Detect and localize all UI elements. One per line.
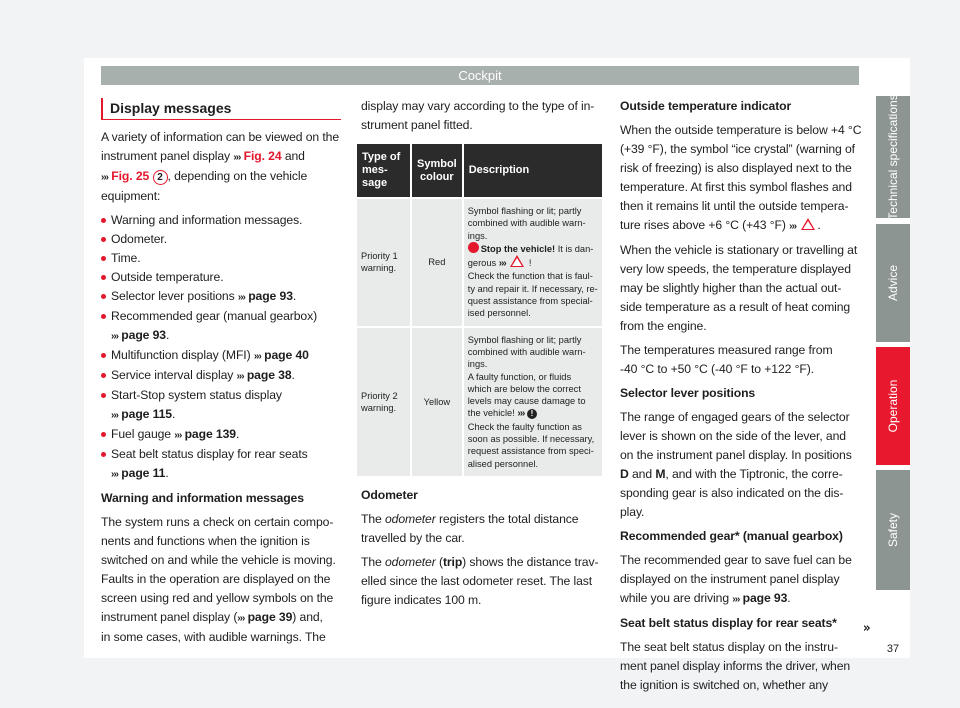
paragraph	[361, 97, 606, 135]
cell-description	[464, 199, 602, 326]
text-line: screen using red and yellow symbols on the	[101, 591, 334, 605]
list-item	[101, 346, 346, 366]
text-line: The temperatures measured range from	[620, 343, 833, 357]
text-line: Stop the vehicle! It is dan-	[468, 242, 598, 255]
tab-advice[interactable]	[876, 224, 910, 342]
paragraph	[620, 408, 865, 522]
cell-text: warning.	[361, 263, 397, 274]
reference-arrows-icon: ›››	[237, 613, 245, 624]
bullet-icon	[101, 393, 106, 398]
text-line: Selector lever positions ››› page 93.	[111, 289, 297, 303]
table-row	[357, 199, 602, 326]
list-item	[101, 268, 346, 287]
subheading	[620, 97, 865, 116]
header-type	[357, 144, 410, 197]
list-item	[101, 425, 346, 445]
list-item	[101, 249, 346, 268]
text-line: D and M, and with the Tiptronic, the corre-	[620, 467, 843, 481]
text-line: Time.	[111, 251, 141, 265]
text-line: The system runs a check on certain compo-	[101, 515, 334, 529]
header-text: Description	[468, 164, 530, 176]
text-line: alised personnel.	[467, 458, 539, 469]
page-number: 37	[886, 643, 900, 655]
text-line: Warning and information messages.	[111, 213, 303, 227]
bullet-icon	[101, 256, 106, 261]
cross-reference-link[interactable]: page 115	[121, 407, 172, 421]
header-text: Type of	[362, 151, 401, 163]
text-line: play.	[620, 505, 645, 519]
tab-label: Technical specifications	[886, 94, 900, 220]
tab-label: Advice	[886, 264, 900, 302]
reference-arrows-icon: ›››	[789, 221, 797, 232]
reference-arrows-icon: ›››	[498, 258, 506, 270]
text-line: equipment:	[101, 189, 161, 203]
text-line: ings.	[467, 359, 488, 370]
subheading	[101, 489, 346, 508]
paragraph	[620, 551, 865, 609]
column-middle-odometer	[361, 486, 606, 615]
list-item	[101, 287, 346, 307]
text-line: Recommended gear (manual gearbox)	[111, 309, 318, 323]
text-line: switched on and while the vehicle is moving.	[101, 553, 336, 567]
header-description	[464, 144, 602, 197]
reference-arrows-icon: ›››	[111, 410, 118, 421]
text-line: -40 °C to +50 °C (-40 °F to +122 °F).	[620, 362, 814, 376]
bullet-icon	[101, 353, 106, 358]
page-title: Display messages	[101, 98, 341, 120]
cross-reference-link[interactable]: page 38	[246, 368, 292, 382]
text-line: combined with audible warn-	[467, 218, 586, 229]
tab-operation[interactable]	[876, 347, 910, 465]
list-item	[101, 230, 346, 249]
paragraph	[620, 121, 865, 236]
text-line: instrument panel display ››› Fig. 24 and	[101, 149, 305, 163]
text-line: When the vehicle is stationary or travelling at	[620, 243, 858, 257]
text-line: elled since the last odometer reset. The last	[361, 574, 593, 588]
text-line: A faulty function, or fluids	[467, 371, 572, 382]
text-line: display may vary according to the type of in-	[361, 99, 595, 113]
subheading	[620, 527, 865, 546]
subheading	[620, 384, 865, 403]
reference-arrows-icon: ›››	[517, 408, 525, 420]
reference-arrows-icon: ›››	[101, 172, 108, 183]
column-left	[101, 128, 346, 652]
text-line: Warning and information messages	[101, 491, 304, 505]
text-line: Seat belt status display for rear seats*	[620, 616, 837, 630]
text-line: The seat belt status display on the instru-	[620, 640, 838, 654]
text-line: ››› page 93.	[111, 328, 170, 342]
text-line: ture rises above +6 °C (+43 °F) ››› .	[620, 218, 821, 232]
text-line: from the engine.	[620, 319, 707, 333]
cross-reference-link[interactable]: page 93	[121, 328, 166, 342]
tab-label: Safety	[886, 512, 900, 548]
text-line: ment panel display informs the driver, when	[620, 659, 851, 673]
cross-reference-link[interactable]: Fig. 25	[111, 169, 150, 183]
text-line: levels may cause damage to	[467, 396, 586, 407]
text-line: side temperature as a result of heat coming	[620, 300, 851, 314]
text-line: which are below the correct	[467, 383, 581, 394]
text-line: ings.	[467, 230, 488, 241]
text-line: nents and functions when the ignition is	[101, 534, 310, 548]
text-line: Fuel gauge ››› page 139.	[111, 427, 240, 441]
cell-colour: Yellow	[412, 328, 462, 476]
text-line: on the instrument panel display. In positions	[620, 448, 852, 462]
cross-reference-link[interactable]: page 93	[248, 289, 293, 303]
subheading	[361, 486, 606, 505]
paragraph	[620, 638, 865, 695]
list-item	[101, 445, 346, 484]
cross-reference-link[interactable]: page 11	[121, 466, 166, 480]
text-line: request assistance from speci-	[467, 446, 594, 457]
text-line: The recommended gear to save fuel can be	[620, 553, 852, 567]
column-middle-intro	[361, 97, 606, 140]
paragraph	[361, 510, 606, 548]
bullet-icon	[101, 294, 106, 299]
text-line: (+39 °F), the symbol “ice crystal” (warning of	[620, 142, 855, 156]
text-line: ised personnel.	[467, 308, 531, 319]
text-line: Multifunction display (MFI) ››› page 40	[111, 348, 309, 362]
list-item	[101, 307, 346, 346]
text-line: Outside temperature indicator	[620, 99, 792, 113]
text-line: Faults in the operation are displayed on the	[101, 572, 331, 586]
bullet-icon	[101, 237, 106, 242]
cross-reference-link[interactable]: page 139	[184, 427, 236, 441]
text-line: strument panel fitted.	[361, 118, 473, 132]
header-text: mes-	[362, 164, 388, 176]
text-line: The range of engaged gears of the selector	[620, 410, 850, 424]
text-line: The odometer registers the total distance	[361, 512, 579, 526]
paragraph	[101, 128, 346, 206]
text-line: gerous ››› !	[468, 255, 598, 270]
text-line: very low speeds, the temperature displayed	[620, 262, 851, 276]
text-line: Symbol flashing or lit; partly	[467, 206, 582, 216]
header-text: colour	[420, 170, 454, 183]
reference-arrows-icon: ›››	[253, 351, 261, 362]
paragraph	[361, 553, 606, 610]
list-item	[101, 366, 346, 386]
header-colour	[412, 144, 462, 197]
bullet-icon	[101, 314, 106, 319]
text-line: Selector lever positions	[620, 386, 756, 400]
cell-type	[357, 199, 410, 326]
text-line: quest assistance from special-	[467, 296, 593, 307]
cell-text: Priority 2	[361, 390, 398, 401]
text-line: the vehicle! ››› !	[468, 407, 598, 420]
bullet-icon	[101, 432, 106, 437]
text-line: ››› Fig. 25 2 , depending on the vehicle	[101, 169, 308, 183]
exclamation-icon: !	[527, 409, 537, 419]
text-line: Odometer	[361, 488, 418, 502]
text-line: Start-Stop system status display	[111, 388, 282, 402]
text-line: A variety of information can be viewed on the	[101, 130, 340, 144]
callout-number: 2	[153, 170, 168, 185]
text-line: the ignition is switched on, whether any	[620, 678, 829, 692]
table-row	[357, 328, 602, 476]
text-line: When the outside temperature is below +4 °C	[620, 123, 862, 137]
reference-arrows-icon: ›››	[174, 430, 182, 441]
header-text: sage	[362, 177, 388, 189]
warning-triangle-icon	[801, 218, 815, 230]
text-line: Odometer.	[111, 232, 168, 246]
cross-reference-link[interactable]: Fig. 24	[243, 149, 282, 163]
text-line: in some cases, with audible warnings. The	[101, 630, 326, 644]
text-line: sponding gear is also indicated on the dis-	[620, 486, 844, 500]
emphasis-text: odometer	[385, 512, 436, 526]
text-line: soon as possible. If necessary,	[467, 434, 595, 445]
text-line: lever is shown on the side of the lever, and	[620, 429, 846, 443]
text-line: ››› page 11.	[111, 466, 169, 480]
tab-safety[interactable]	[876, 470, 910, 590]
tab-label: Operation	[886, 379, 900, 433]
text-line: figure indicates 100 m.	[361, 593, 482, 607]
continued-mark: »	[863, 621, 871, 636]
text-line: displayed on the instrument panel display	[620, 572, 840, 586]
paragraph	[620, 341, 865, 379]
column-right	[620, 97, 865, 700]
subheading	[620, 614, 865, 633]
bullet-icon	[101, 452, 106, 457]
reference-arrows-icon: ›››	[111, 469, 118, 480]
emphasis-text: odometer	[385, 555, 436, 569]
text-line: while you are driving ››› page 93.	[620, 591, 791, 605]
text-line: risk of freezing) is also displayed next to the	[620, 161, 852, 175]
text-line: Recommended gear* (manual gearbox)	[620, 529, 843, 543]
text-line: The odometer (trip) shows the distance trav-	[361, 555, 599, 569]
header-text: Symbol	[417, 157, 457, 170]
cross-reference-link[interactable]: page 93	[742, 591, 788, 605]
bullet-icon	[101, 373, 106, 378]
cell-text: warning.	[361, 402, 397, 413]
text-line: Outside temperature.	[111, 270, 224, 284]
cell-text: Priority 1	[361, 251, 398, 262]
bullet-icon	[101, 218, 106, 223]
text-line: instrument panel display (››› page 39) and,	[101, 610, 323, 624]
emphasis-text: D	[620, 467, 629, 481]
text-line: travelled by the car.	[361, 531, 465, 545]
bullet-list	[101, 211, 346, 484]
bullet-icon	[101, 275, 106, 280]
cross-reference-link[interactable]: page 40	[264, 348, 309, 362]
reference-arrows-icon: ›››	[236, 371, 244, 382]
text-line: combined with audible warn-	[467, 346, 586, 357]
text-line: Service interval display ››› page 38.	[111, 368, 295, 382]
cell-type	[357, 328, 410, 476]
reference-arrows-icon: ›››	[233, 152, 241, 163]
reference-arrows-icon: ›››	[732, 594, 740, 605]
text-line: Symbol flashing or lit; partly	[467, 334, 582, 345]
reference-arrows-icon: ›››	[111, 331, 118, 342]
tab-technical-specifications[interactable]	[876, 96, 910, 218]
emphasis-text: trip	[442, 555, 463, 569]
text-line: Seat belt status display for rear seats	[111, 447, 308, 461]
stop-icon	[468, 242, 479, 253]
section-header: Cockpit	[101, 66, 859, 85]
text-line: ››› page 115.	[111, 407, 176, 421]
list-item	[101, 211, 346, 230]
emphasis-text: M	[655, 467, 666, 481]
cell-colour: Red	[412, 199, 462, 326]
warning-table	[355, 142, 604, 478]
text-line: may be slightly higher than the actual out-	[620, 281, 842, 295]
text-line: temperature. At first this symbol flashes and	[620, 180, 852, 194]
text-line: Check the faulty function as	[467, 421, 582, 432]
text-line: Check the function that is faul-	[467, 271, 593, 282]
warning-triangle-icon	[510, 255, 524, 267]
list-item	[101, 386, 346, 425]
text-line: ty and repair it. If necessary, re-	[467, 283, 598, 294]
text-line: then it remains lit until the outside tempera-	[620, 199, 849, 213]
reference-arrows-icon: ›››	[237, 292, 245, 303]
cross-reference-link[interactable]: page 39	[247, 610, 293, 624]
paragraph	[101, 513, 346, 647]
emphasis-text: Stop the vehicle!	[480, 243, 556, 254]
paragraph	[620, 241, 865, 336]
cell-description	[464, 328, 602, 476]
